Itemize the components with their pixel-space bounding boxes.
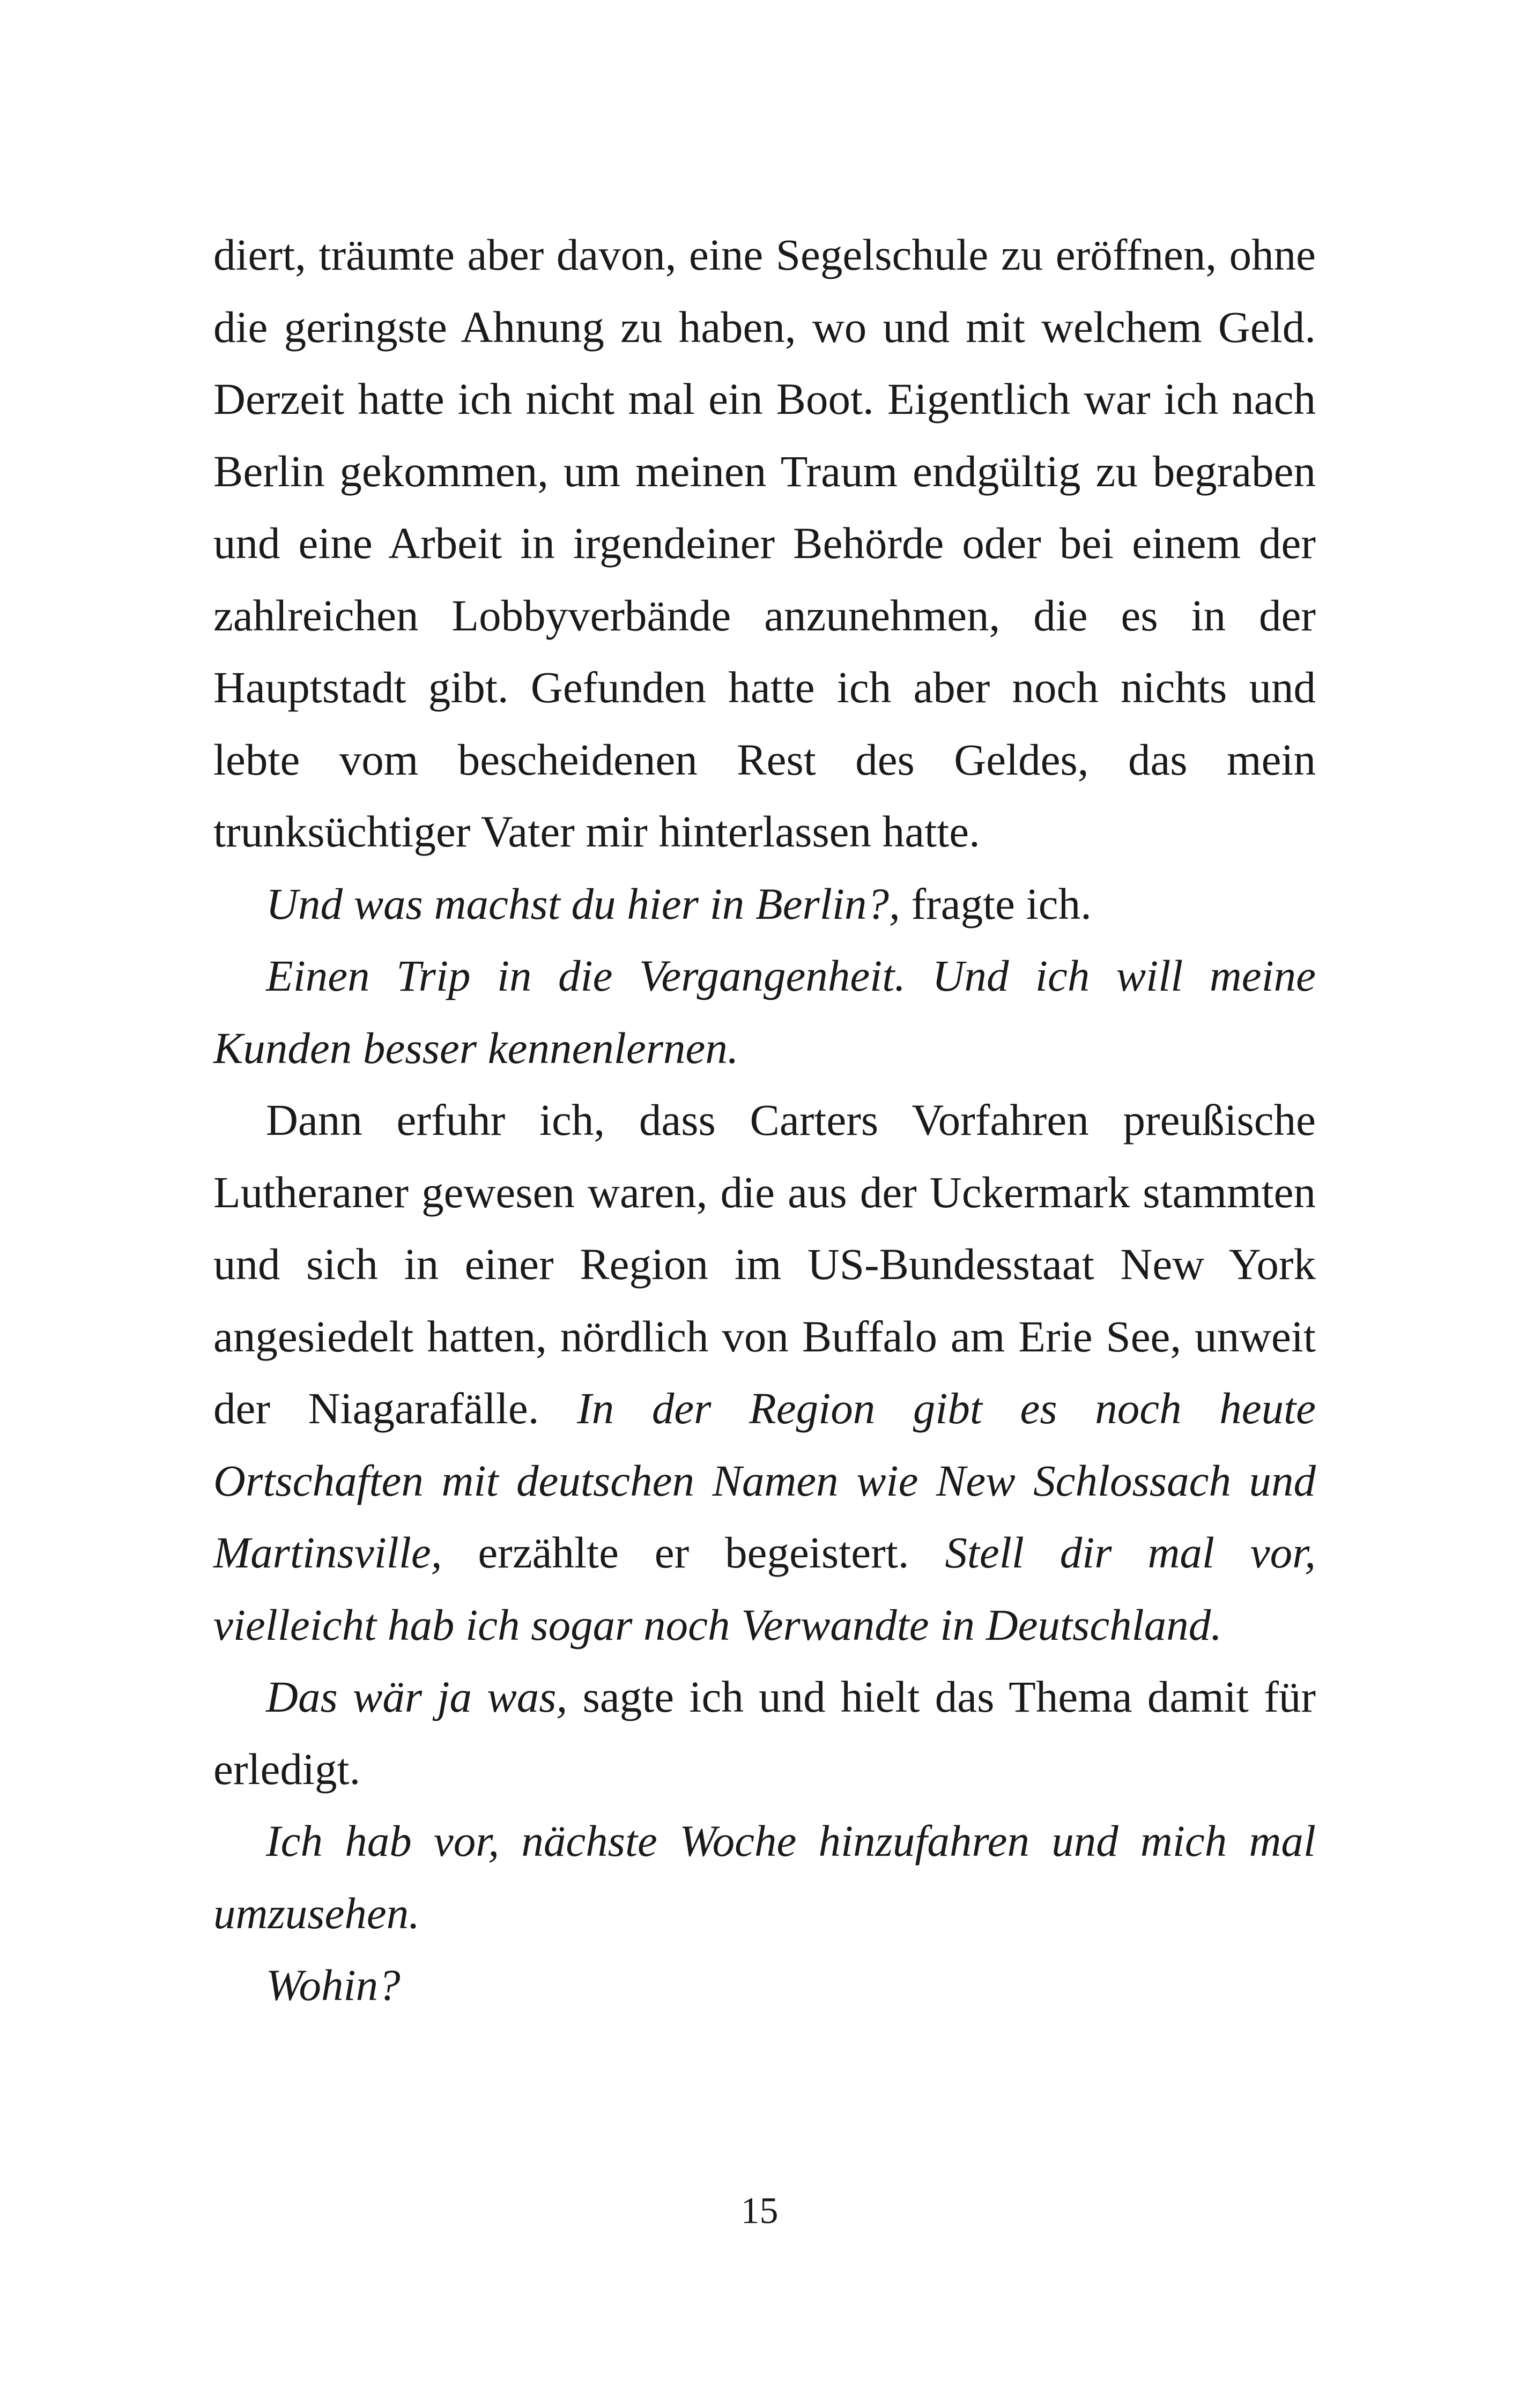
page-number: 15: [740, 2190, 779, 2232]
text-segment: erzählte er begeistert.: [442, 1528, 945, 1577]
body-text: [213, 219, 1316, 2021]
text-segment-italic: Wohin?: [266, 1960, 401, 2010]
text-segment-italic: Stell dir mal vor, vielleicht hab ich sogar noch Verwandte in Deutschland.: [213, 1528, 1316, 1649]
text-segment: sagte ich und hielt das Thema damit für erledigt.: [213, 1672, 1316, 1794]
paragraph: [213, 219, 1316, 868]
text-segment-italic: Ich hab vor, nächste Woche hinzufahren und mich mal umzusehen.: [213, 1816, 1316, 1938]
text-segment-italic: Das wär ja was,: [266, 1672, 568, 1721]
paragraph: [213, 1084, 1316, 1661]
paragraph: [213, 1949, 1316, 2021]
text-segment-italic: In der Region gibt es noch heute Ortschaften mit deutschen Namen wie New Schlossach und Martinsville,: [213, 1384, 1316, 1577]
text-segment-italic: Einen Trip in die Vergangenheit. Und ich will meine Kunden besser kennenlernen.: [213, 951, 1316, 1073]
text-segment-italic: Und was machst du hier in Berlin?,: [266, 879, 900, 928]
paragraph: [213, 1661, 1316, 1805]
text-segment: fragte ich.: [900, 879, 1092, 928]
text-segment: diert, träumte aber davon, eine Segelschule zu eröffnen, ohne die geringste Ahnung zu haben, wo und mit welchem Geld. Derzeit hatte ich nicht mal ein Boot. Eigentlich war ich nach Berlin gekommen, um meinen Traum endgültig zu begraben und eine Arbeit in irgendeiner Behörde oder bei einem der zahlreichen Lobbyverbände anzunehmen, die es in der Hauptstadt gibt. Gefunden hatte ich aber noch nichts und lebte vom bescheidenen Rest des Geldes, das mein trunksüchtiger Vater mir hinterlassen hatte.: [213, 230, 1316, 856]
text-segment: Dann erfuhr ich, dass Carters Vorfahren preußische Lutheraner gewesen waren, die aus der Uckermark stammten und sich in einer Region im US-Bundesstaat New York angesiedelt hatten, nördlich von Buffalo am Erie See, unweit der Niagarafälle.: [213, 1095, 1316, 1433]
paragraph: [213, 868, 1316, 940]
paragraph: [213, 1805, 1316, 1949]
paragraph: [213, 940, 1316, 1084]
